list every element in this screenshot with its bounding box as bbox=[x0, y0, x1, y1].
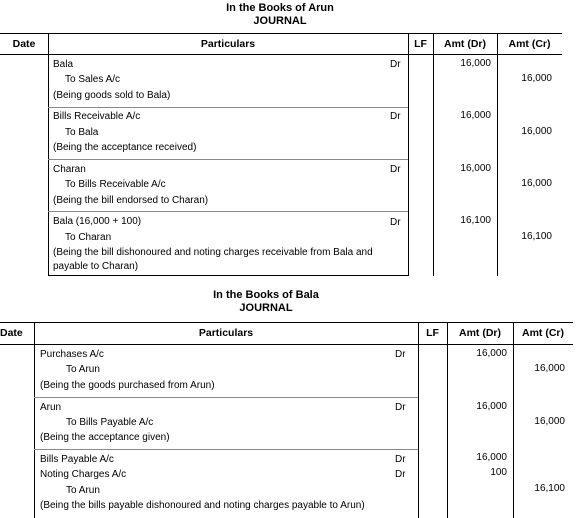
j2-e3-debit-2: Noting Charges A/c bbox=[40, 469, 127, 480]
j2-e1-credit: To Arun bbox=[66, 364, 100, 375]
j2-e2-dr-amt: 16,000 bbox=[476, 401, 507, 412]
j1-header-particulars: Particulars bbox=[200, 38, 256, 50]
j2-header-lf: LF bbox=[426, 327, 439, 339]
j1-e2-credit: To Bala bbox=[65, 127, 99, 138]
j1-header-date: Date bbox=[12, 38, 36, 50]
j2-e1-dr-mark: Dr bbox=[395, 349, 406, 360]
j1-e3-cr-amt: 16,000 bbox=[521, 178, 552, 189]
j1-e4-dr-amt: 16,100 bbox=[460, 215, 491, 226]
j1-e1-dr-amt: 16,000 bbox=[460, 58, 491, 69]
j1-bottom-rule bbox=[48, 275, 408, 276]
journal1-subtitle: JOURNAL bbox=[253, 15, 307, 27]
j1-e1-narration: (Being goods sold to Bala) bbox=[53, 90, 171, 101]
j2-top-rule bbox=[0, 322, 573, 323]
j2-e2-credit: To Bills Payable A/c bbox=[66, 417, 154, 428]
j2-e3-debit: Bills Payable A/c bbox=[40, 454, 114, 465]
j1-e3-debit: Charan bbox=[53, 164, 86, 175]
j1-col-date bbox=[48, 33, 49, 276]
j1-sep-1 bbox=[48, 107, 408, 108]
j1-header-dr: Amt (Dr) bbox=[444, 38, 486, 50]
j1-e1-cr-amt: 16,000 bbox=[521, 73, 552, 84]
j1-e1-credit: To Sales A/c bbox=[65, 74, 121, 85]
j2-header-date: Date bbox=[0, 327, 23, 339]
j2-e2-cr-amt: 16,000 bbox=[534, 416, 565, 427]
j1-e2-narration: (Being the acceptance received) bbox=[53, 142, 197, 153]
j2-e1-debit: Purchases A/c bbox=[40, 349, 104, 360]
journal1-title: In the Books of Arun bbox=[226, 2, 334, 14]
j1-e3-credit: To Bills Receivable A/c bbox=[65, 179, 166, 190]
j2-header-particulars: Particulars bbox=[198, 327, 254, 339]
j2-e2-debit: Arun bbox=[40, 402, 62, 413]
j2-e3-dr-amt-2: 100 bbox=[490, 467, 507, 478]
j1-e2-cr-amt: 16,000 bbox=[521, 126, 552, 137]
journal2-subtitle: JOURNAL bbox=[239, 302, 293, 314]
j2-col-date bbox=[34, 322, 35, 518]
j1-header-rule bbox=[0, 54, 562, 55]
j1-header-lf: LF bbox=[414, 38, 427, 50]
j1-col-lf bbox=[408, 33, 409, 276]
j2-e3-dr-mark: Dr bbox=[395, 454, 406, 465]
j1-sep-3 bbox=[48, 211, 408, 212]
j1-e4-debit: Bala (16,000 + 100) bbox=[53, 216, 142, 227]
j2-e3-cr-amt: 16,100 bbox=[534, 483, 565, 494]
j1-e3-narration: (Being the bill endorsed to Charan) bbox=[53, 195, 209, 206]
j2-e3-narration: (Being the bills payable dishonoured and noting charges payable to Arun) bbox=[40, 500, 365, 511]
j2-header-rule bbox=[0, 344, 573, 345]
j1-e4-dr-mark: Dr bbox=[390, 217, 401, 228]
j2-e2-narration: (Being the acceptance given) bbox=[40, 432, 170, 443]
j2-e3-credit: To Arun bbox=[66, 485, 100, 496]
j1-e2-debit: Bills Receivable A/c bbox=[53, 111, 141, 122]
j1-e2-dr-amt: 16,000 bbox=[460, 110, 491, 121]
journal2-title: In the Books of Bala bbox=[213, 289, 319, 301]
j2-e1-dr-amt: 16,000 bbox=[476, 348, 507, 359]
j2-sep-1 bbox=[34, 397, 418, 398]
j1-e3-dr-mark: Dr bbox=[390, 164, 401, 175]
j2-e3-dr-mark-2: Dr bbox=[395, 469, 406, 480]
j1-e4-cr-amt: 16,100 bbox=[521, 231, 552, 242]
j1-header-cr: Amt (Cr) bbox=[508, 38, 551, 50]
j2-e2-dr-mark: Dr bbox=[395, 402, 406, 413]
j1-e4-narration: (Being the bill dishonoured and noting charges receivable from Bala and payable to Charan) bbox=[53, 247, 373, 272]
j2-e3-dr-amt: 16,000 bbox=[476, 452, 507, 463]
j2-header-dr: Amt (Dr) bbox=[459, 327, 501, 339]
j1-e4-credit: To Charan bbox=[65, 232, 112, 243]
j1-sep-2 bbox=[48, 159, 408, 160]
j1-e1-dr-mark: Dr bbox=[390, 59, 401, 70]
j2-e1-narration: (Being the goods purchased from Arun) bbox=[40, 380, 215, 391]
j1-e2-dr-mark: Dr bbox=[390, 111, 401, 122]
j1-e3-dr-amt: 16,000 bbox=[460, 163, 491, 174]
j2-header-cr: Amt (Cr) bbox=[522, 327, 564, 339]
j1-e1-debit: Bala bbox=[53, 59, 74, 70]
j2-e1-cr-amt: 16,000 bbox=[534, 363, 565, 374]
j1-top-rule bbox=[0, 33, 562, 34]
j2-col-lf bbox=[418, 322, 419, 518]
j2-sep-2 bbox=[34, 449, 418, 450]
